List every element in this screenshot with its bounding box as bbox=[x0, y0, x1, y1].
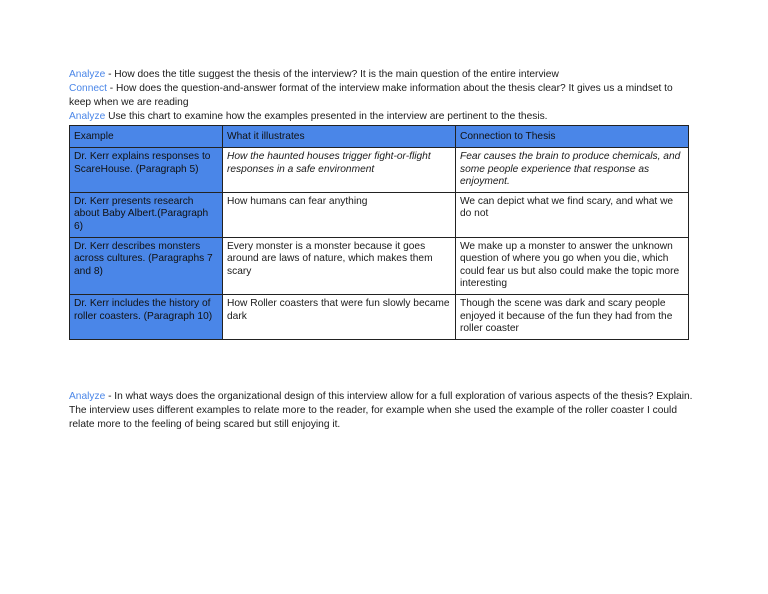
example-cell: Dr. Kerr describes monsters across cultures. (Paragraphs 7 and 8) bbox=[70, 238, 223, 295]
header-connection: Connection to Thesis bbox=[456, 126, 689, 148]
connect-keyword: Connect bbox=[69, 83, 107, 94]
illustrates-cell: How Roller coasters that were fun slowly became dark bbox=[223, 295, 456, 340]
analyze-title-question bbox=[69, 68, 694, 82]
illustrates-cell: How humans can fear anything bbox=[223, 193, 456, 238]
analyze-chart-instruction bbox=[69, 110, 694, 124]
analyze-keyword: Analyze bbox=[69, 391, 106, 402]
connect-text: - How does the question-and-answer format of the interview make information about the thesis clear? It gives us a mindset to keep when we are reading bbox=[69, 83, 673, 108]
header-example: Example bbox=[70, 126, 223, 148]
illustrates-cell: How the haunted houses trigger fight-or-flight responses in a safe environment bbox=[223, 148, 456, 193]
connection-cell: We make up a monster to answer the unknown question of where you go when you die, which could fear us but also could make the topic more interesting bbox=[456, 238, 689, 295]
connect-question bbox=[69, 82, 694, 110]
example-cell: Dr. Kerr includes the history of roller coasters. (Paragraph 10) bbox=[70, 295, 223, 340]
header-illustrates: What it illustrates bbox=[223, 126, 456, 148]
table-row bbox=[70, 193, 689, 238]
connection-cell: Fear causes the brain to produce chemicals, and some people experience that response as enjoyment. bbox=[456, 148, 689, 193]
table-row bbox=[70, 148, 689, 193]
analyze-chart-text: Use this chart to examine how the examples presented in the interview are pertinent to the thesis. bbox=[105, 111, 548, 122]
analyze-keyword: Analyze bbox=[69, 111, 106, 122]
closing-text: - In what ways does the organizational design of this interview allow for a full exploration of various aspects of the thesis? Explain. The interview uses different examples to relate more to the reader, for example when she used the example of the roller coaster I could relate more to the feeling of being scared but still enjoying it. bbox=[69, 391, 693, 430]
example-cell: Dr. Kerr explains responses to ScareHouse. (Paragraph 5) bbox=[70, 148, 223, 193]
connection-cell: Though the scene was dark and scary people enjoyed it because of the fun they had from the roller coaster bbox=[456, 295, 689, 340]
illustrates-cell: Every monster is a monster because it goes around are laws of nature, which makes them scary bbox=[223, 238, 456, 295]
table-row bbox=[70, 295, 689, 340]
connection-cell: We can depict what we find scary, and what we do not bbox=[456, 193, 689, 238]
closing-analysis bbox=[69, 390, 694, 432]
analyze-title-text: - How does the title suggest the thesis of the interview? It is the main question of the entire interview bbox=[105, 69, 559, 80]
examples-table bbox=[69, 125, 689, 340]
intro-block bbox=[69, 68, 694, 110]
table-header-row bbox=[70, 126, 689, 148]
example-cell: Dr. Kerr presents research about Baby Albert.(Paragraph 6) bbox=[70, 193, 223, 238]
analyze-keyword: Analyze bbox=[69, 69, 106, 80]
table-row bbox=[70, 238, 689, 295]
